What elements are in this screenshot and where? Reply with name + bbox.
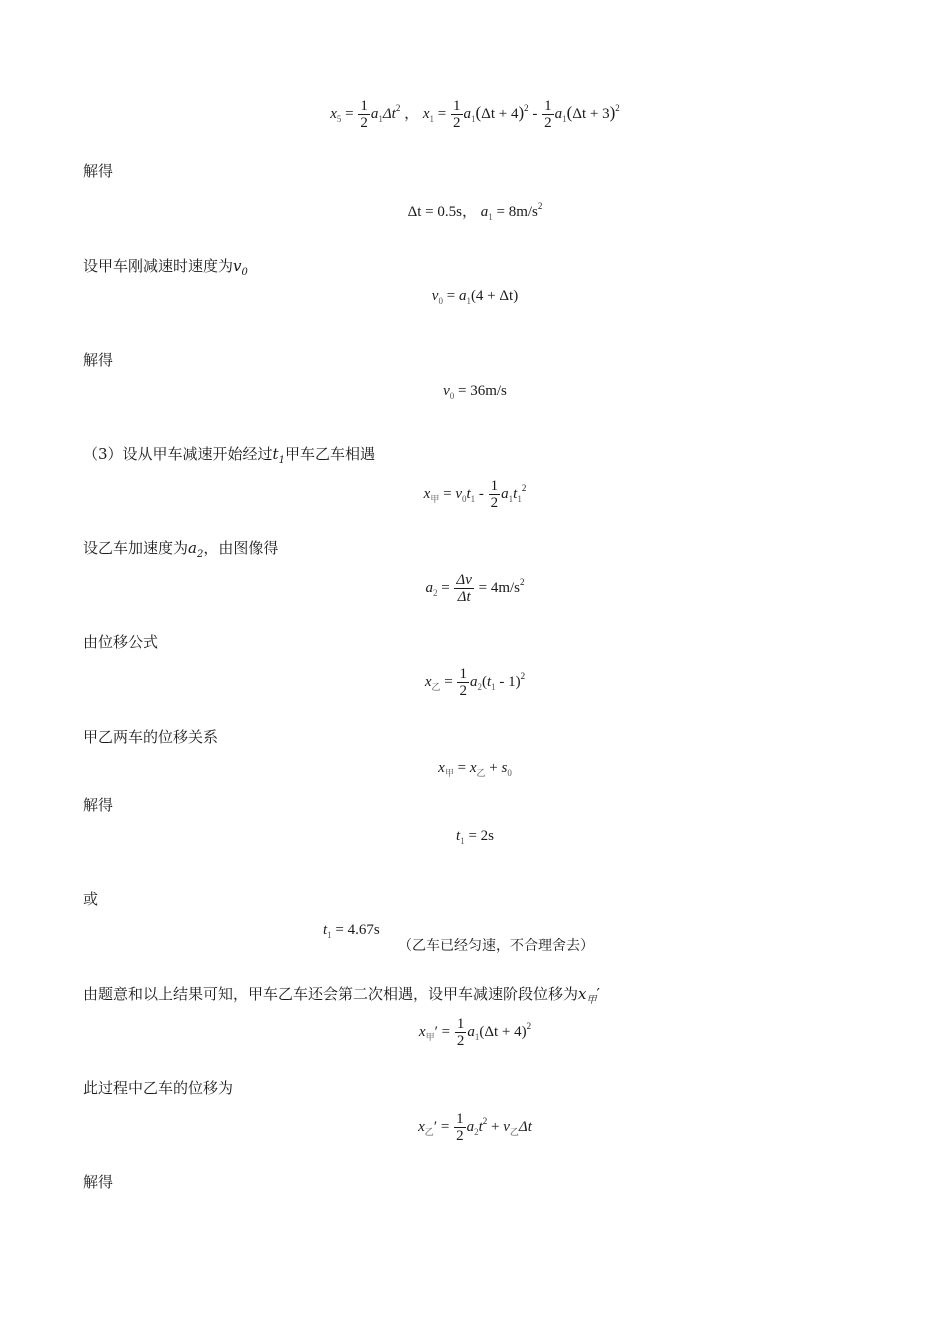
fraction <box>358 98 370 131</box>
text-set-v0 <box>83 256 248 283</box>
subscript: 0 <box>438 296 443 306</box>
var: x <box>424 673 432 690</box>
expr: = 8m/s <box>496 204 538 220</box>
equation-v0-def <box>0 288 950 306</box>
equation-x-jia-prime <box>0 1016 950 1049</box>
fraction <box>454 572 473 605</box>
text-span: 设甲车刚减速时速度为 <box>83 257 234 275</box>
separator: ， <box>404 105 420 122</box>
subscript: 1 <box>562 113 567 124</box>
var: x <box>330 105 337 122</box>
operator: = <box>443 485 452 502</box>
equation-x-jia <box>0 478 950 511</box>
subscript: 甲 <box>586 995 597 1006</box>
subscript: 1 <box>278 455 285 466</box>
text-span: （3）设从甲车减速开始经过 <box>83 445 273 463</box>
text-part3 <box>83 444 375 471</box>
numerator: 1 <box>544 98 552 114</box>
paren: ( <box>475 102 482 122</box>
subscript: 1 <box>474 1031 480 1042</box>
text-result-note: （乙车已经匀速，不合理舍去） <box>398 938 594 954</box>
var: Δt <box>518 1118 532 1135</box>
var: a <box>463 105 472 122</box>
var: t <box>456 828 461 844</box>
subscript: 2 <box>477 681 482 692</box>
expr: = 36m/s <box>458 383 507 399</box>
text-span: 由题意和以上结果可知，甲车乙车还会第二次相遇，设甲车减速阶段位移为 <box>83 985 579 1003</box>
var: x <box>422 105 430 122</box>
operator: = <box>457 760 467 776</box>
equation-t1-467 <box>323 922 380 940</box>
var: v <box>443 383 450 399</box>
text-relation: 甲乙两车的位移关系 <box>83 728 219 746</box>
paren: ( <box>566 102 573 122</box>
var: t <box>486 673 492 690</box>
subscript: 1 <box>378 113 383 124</box>
expr: = 4.67s <box>335 922 380 938</box>
denominator: 2 <box>453 115 461 131</box>
text-jiede-2: 解得 <box>83 351 114 369</box>
subscript: 1 <box>517 493 522 504</box>
var: v <box>503 1118 510 1135</box>
var: v <box>431 288 439 304</box>
subscript: 乙 <box>431 681 441 692</box>
denominator: 2 <box>459 683 467 699</box>
subscript: 1 <box>508 493 514 504</box>
var: Δt <box>382 105 396 122</box>
equation-v0-val <box>0 383 950 401</box>
subscript: 2 <box>196 549 204 560</box>
prime: ′ <box>434 1023 438 1040</box>
subscript: 乙 <box>424 1126 434 1137</box>
var: x <box>438 760 445 776</box>
text-disp-formula: 由位移公式 <box>83 633 159 651</box>
var: a <box>466 1118 475 1135</box>
var: t <box>272 445 279 463</box>
subscript: 1 <box>460 836 465 846</box>
subscript: 乙 <box>509 1126 519 1137</box>
text-span: 设乙车加速度为 <box>83 539 189 557</box>
superscript: 2 <box>521 482 527 493</box>
subscript: 1 <box>471 113 476 124</box>
operator: = <box>444 673 453 690</box>
equation-dt-a1 <box>0 200 950 222</box>
denominator: 2 <box>456 1033 465 1049</box>
fraction <box>489 478 501 511</box>
fraction <box>454 1111 466 1144</box>
var: v <box>455 485 462 502</box>
expr: - 1) <box>495 673 521 690</box>
expr: = 4m/s <box>478 579 521 596</box>
var: x <box>418 1118 425 1135</box>
var: a <box>370 105 379 122</box>
subscript: 甲 <box>425 1031 435 1042</box>
numerator: 1 <box>456 1111 464 1127</box>
expr: Δt + 3 <box>572 105 610 122</box>
superscript: 2 <box>615 102 620 113</box>
numerator: Δv <box>456 572 472 588</box>
equation-x-yi <box>0 666 950 699</box>
superscript: 2 <box>520 670 526 681</box>
subscript: 乙 <box>476 768 486 778</box>
equation-x-yi-prime <box>0 1111 950 1144</box>
paren: ) <box>518 102 525 122</box>
equation-a2 <box>0 572 950 605</box>
expr: Δt + 4 <box>481 105 519 122</box>
operator: + <box>490 1118 500 1135</box>
expr: (Δt + 4) <box>479 1023 527 1040</box>
var: t <box>478 1118 483 1135</box>
denominator: Δt <box>457 589 471 605</box>
text-span: ，由图像得 <box>203 539 279 557</box>
var: a <box>469 673 478 690</box>
operator: = <box>441 1023 451 1040</box>
operator: + <box>489 760 498 776</box>
fraction <box>457 666 469 699</box>
equation-t1-2s <box>0 828 950 846</box>
superscript: 2 <box>526 1020 532 1031</box>
subscript: 0 <box>461 493 467 504</box>
subscript: 0 <box>449 391 455 401</box>
var: a <box>425 579 433 596</box>
operator: = <box>446 288 456 304</box>
text-span: 甲车乙车相遇 <box>284 445 375 463</box>
text-jiede-4: 解得 <box>83 1173 114 1191</box>
operator: - <box>478 485 484 502</box>
superscript: 2 <box>524 102 529 113</box>
numerator: 1 <box>456 1016 465 1032</box>
fraction <box>542 98 554 131</box>
var: v <box>233 257 242 275</box>
subscript: 5 <box>336 113 342 124</box>
subscript: 0 <box>241 267 248 278</box>
numerator: 1 <box>453 98 461 114</box>
numerator: 1 <box>360 98 368 114</box>
text-jiede-1: 解得 <box>83 162 114 180</box>
subscript: 1 <box>488 212 493 222</box>
superscript: 2 <box>395 102 401 113</box>
numerator: 1 <box>459 666 467 682</box>
var: a <box>554 105 563 122</box>
var: s <box>501 760 508 776</box>
denominator: 2 <box>360 115 368 131</box>
subscript: 1 <box>327 930 332 940</box>
text-jiede-3: 解得 <box>83 796 114 814</box>
denominator: 2 <box>544 115 552 131</box>
subscript: 甲 <box>444 768 454 778</box>
operator: = <box>440 1118 450 1135</box>
var: t <box>466 485 471 502</box>
text-second-meet <box>83 984 600 1011</box>
var: a <box>188 539 197 557</box>
text-yi-disp: 此过程中乙车的位移为 <box>83 1079 234 1097</box>
equation-relation <box>0 760 950 779</box>
superscript: 2 <box>537 201 543 211</box>
numerator: 1 <box>490 478 499 494</box>
var: a <box>480 204 489 220</box>
denominator: 2 <box>490 495 499 511</box>
var: a <box>467 1023 475 1040</box>
expr: Δt = 0.5s <box>407 204 462 220</box>
paren: ) <box>609 102 616 122</box>
superscript: 2 <box>520 576 525 587</box>
subscript: 1 <box>491 681 496 692</box>
subscript: 2 <box>474 1126 479 1137</box>
equation-x5-x1: $x_5$ = $\frac{1}{2}$ $a_1\Delta t^2$ ， $x_1$ = $\frac{1}{2}$ $a_1(\Delta t + 4)^2$ - $\frac{1}{2}$ $a_1(\Delta t + 3)^2$ <box>330 98 620 131</box>
subscript: 2 <box>432 587 438 598</box>
separator: ， <box>461 204 477 220</box>
subscript: 1 <box>470 493 476 504</box>
var: a <box>501 485 509 502</box>
text-set-a2 <box>83 538 278 565</box>
subscript: 甲 <box>430 493 440 504</box>
fraction <box>451 98 463 131</box>
var: a <box>458 288 467 304</box>
operator: - <box>532 105 538 122</box>
subscript: 0 <box>507 768 512 778</box>
text-or: 或 <box>83 890 99 908</box>
var: x <box>418 1023 426 1040</box>
var: x <box>423 485 431 502</box>
denominator: 2 <box>456 1128 464 1144</box>
fraction <box>455 1016 467 1049</box>
operator: = <box>441 579 450 596</box>
expr: = 2s <box>468 828 494 844</box>
prime: ′ <box>433 1118 438 1135</box>
superscript: 2 <box>482 1115 488 1126</box>
var: t <box>513 485 518 502</box>
expr: (4 + Δt) <box>470 288 519 304</box>
paren: ( <box>481 673 487 690</box>
subscript: 1 <box>466 296 471 306</box>
var: t <box>323 922 328 938</box>
subscript: 1 <box>429 113 435 124</box>
var: x <box>469 760 477 776</box>
prime: ′ <box>596 985 600 1003</box>
var: x <box>578 985 587 1003</box>
